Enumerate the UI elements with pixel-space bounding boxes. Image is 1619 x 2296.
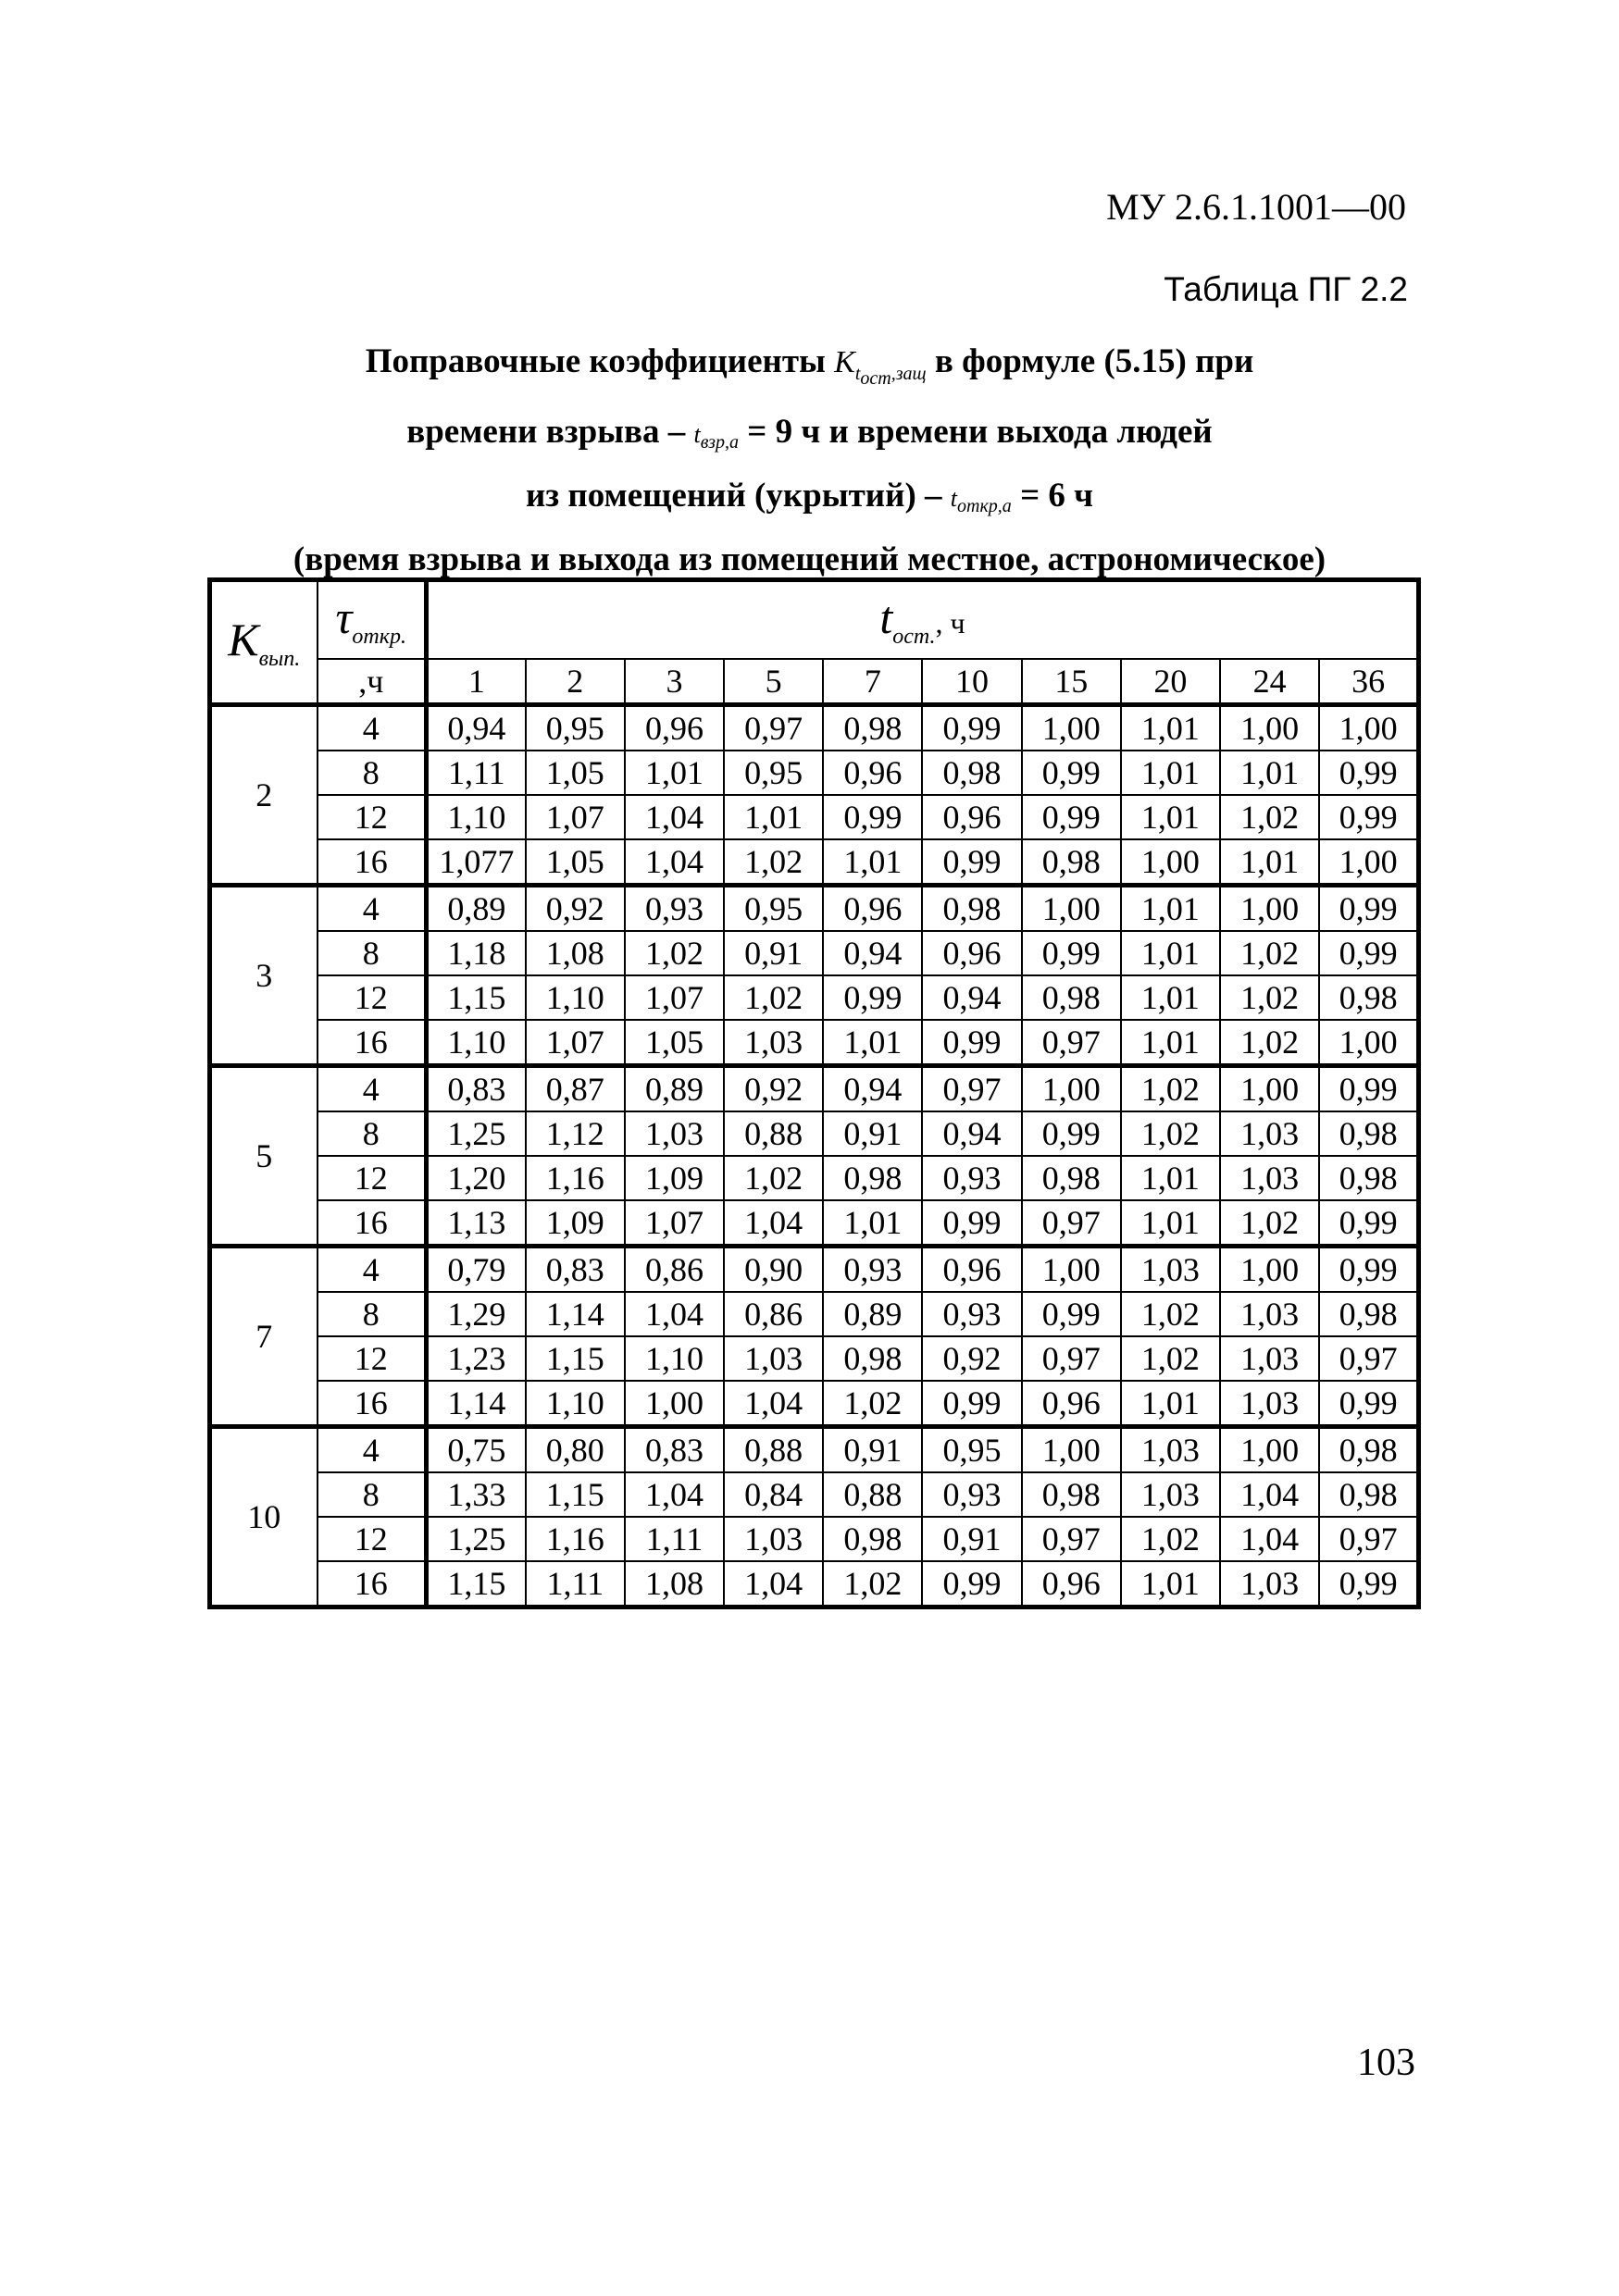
coefficient-cell: 1,15	[526, 1472, 625, 1517]
table-row	[210, 795, 1419, 839]
coefficient-cell: 0,93	[922, 1292, 1021, 1336]
coefficient-cell: 0,99	[1319, 1200, 1418, 1247]
coefficient-cell: 1,00	[1022, 705, 1121, 751]
caption-line-3: из помещений (укрытий) – $t_{откр,а} = 6$ ч	[525, 476, 1094, 517]
coefficient-cell: 1,16	[526, 1156, 625, 1200]
coefficient-cell: 1,10	[625, 1336, 724, 1381]
coefficient-cell: 1,29	[427, 1292, 526, 1336]
coefficient-cell: 1,03	[1121, 1247, 1220, 1293]
coefficient-cell: 1,04	[724, 1381, 823, 1427]
coefficient-cell: 0,99	[922, 1381, 1021, 1427]
coefficient-cell: 1,07	[625, 1200, 724, 1247]
coefficient-cell: 0,88	[724, 1111, 823, 1156]
coefficient-cell: 0,88	[724, 1427, 823, 1473]
coefficient-cell: 0,97	[922, 1066, 1021, 1112]
coefficient-cell: 0,99	[1022, 1111, 1121, 1156]
tau-cell: 16	[318, 1200, 427, 1247]
k-vyp-cell: 5	[210, 1066, 318, 1247]
coefficient-cell: 1,03	[1220, 1561, 1319, 1607]
coefficient-cell: 0,91	[823, 1111, 922, 1156]
tau-cell: 12	[318, 975, 427, 1020]
coefficient-cell: 1,01	[1121, 1020, 1220, 1066]
tau-cell: 8	[318, 931, 427, 975]
coefficient-cell: 0,89	[427, 886, 526, 932]
coefficient-cell: 1,08	[625, 1561, 724, 1607]
coefficient-cell: 1,00	[1022, 886, 1121, 932]
coefficient-cell: 0,98	[1319, 975, 1418, 1020]
coefficient-cell: 1,04	[1220, 1517, 1319, 1561]
t-value-header: 1	[427, 659, 526, 705]
coefficient-cell: 1,03	[1220, 1292, 1319, 1336]
k-vyp-cell: 2	[210, 705, 318, 886]
table-row	[210, 1292, 1419, 1336]
caption-line-1: Поправочные коэффициенты $K_{t_{ост},защ}$ в формуле (5.15) при	[365, 342, 1254, 389]
coefficient-cell: 1,23	[427, 1336, 526, 1381]
coefficient-cell: 0,91	[922, 1517, 1021, 1561]
coefficient-cell: 0,94	[427, 705, 526, 751]
coefficient-cell: 0,99	[1022, 931, 1121, 975]
coefficient-cell: 1,00	[1022, 1247, 1121, 1293]
coefficient-cell: 0,96	[922, 1247, 1021, 1293]
table-row	[210, 839, 1419, 886]
coefficient-cell: 1,02	[1121, 1111, 1220, 1156]
caption-line-2: времени взрыва – $t_{взр,а} = 9$ ч и времени выхода людей	[406, 412, 1213, 453]
coefficient-cell: 1,00	[1319, 839, 1418, 886]
t-value-header: 10	[922, 659, 1021, 705]
coefficient-cell: 0,98	[823, 1156, 922, 1200]
coefficient-cell: 1,18	[427, 931, 526, 975]
coefficient-cell: 1,09	[625, 1156, 724, 1200]
coefficient-cell: 1,00	[1220, 1247, 1319, 1293]
header-tau-unit: ,ч	[318, 659, 427, 705]
coefficient-cell: 1,16	[526, 1517, 625, 1561]
coefficient-cell: 1,11	[526, 1561, 625, 1607]
coefficient-cell: 0,99	[1319, 1561, 1418, 1607]
coefficient-cell: 0,98	[823, 1336, 922, 1381]
coefficient-cell: 0,99	[1319, 795, 1418, 839]
page-number: 103	[1357, 2042, 1415, 2084]
coefficient-cell: 1,03	[625, 1111, 724, 1156]
coefficient-cell: 1,01	[1121, 1156, 1220, 1200]
coefficient-cell: 1,11	[625, 1517, 724, 1561]
coefficients-table	[207, 577, 1421, 1609]
coefficient-cell: 0,96	[823, 886, 922, 932]
coefficient-cell: 0,92	[526, 886, 625, 932]
header-t-ost: $t_{ост.}$, ч	[427, 580, 1419, 660]
coefficient-cell: 0,98	[1022, 839, 1121, 886]
tau-cell: 8	[318, 751, 427, 795]
k-vyp-cell: 7	[210, 1247, 318, 1427]
tau-cell: 16	[318, 1561, 427, 1607]
coefficient-cell: 0,97	[1022, 1517, 1121, 1561]
tau-cell: 12	[318, 795, 427, 839]
tau-cell: 16	[318, 1381, 427, 1427]
coefficient-cell: 1,01	[823, 839, 922, 886]
coefficient-cell: 0,98	[922, 886, 1021, 932]
coefficient-cell: 1,33	[427, 1472, 526, 1517]
coefficient-cell: 0,99	[823, 975, 922, 1020]
coefficient-cell: 0,89	[625, 1066, 724, 1112]
coefficient-cell: 1,01	[1121, 795, 1220, 839]
header-tau-otkr: $\tau_{откр.}$	[318, 580, 427, 660]
table-row	[210, 1336, 1419, 1381]
coefficient-cell: 0,90	[724, 1247, 823, 1293]
coefficient-cell: 0,94	[823, 1066, 922, 1112]
coefficient-cell: 1,03	[724, 1336, 823, 1381]
coefficient-cell: 1,01	[1121, 1381, 1220, 1427]
table-row	[210, 1111, 1419, 1156]
coefficient-cell: 0,86	[724, 1292, 823, 1336]
coefficient-cell: 1,11	[427, 751, 526, 795]
table-number: Таблица ПГ 2.2	[1164, 270, 1408, 308]
coefficient-cell: 0,95	[526, 705, 625, 751]
coefficient-cell: 0,99	[1022, 751, 1121, 795]
coefficient-cell: 0,91	[823, 1427, 922, 1473]
symbol-t-otkr: $t_{откр,а}$	[950, 484, 1012, 517]
coefficient-cell: 1,09	[526, 1200, 625, 1247]
coefficient-cell: 0,99	[1319, 1066, 1418, 1112]
coefficient-cell: 0,95	[724, 751, 823, 795]
coefficient-cell: 1,03	[1220, 1156, 1319, 1200]
coefficient-cell: 1,02	[724, 839, 823, 886]
coefficient-cell: 0,97	[1319, 1517, 1418, 1561]
coefficient-cell: 0,97	[1022, 1020, 1121, 1066]
table-row	[210, 931, 1419, 975]
coefficient-cell: 1,02	[1121, 1336, 1220, 1381]
coefficient-cell: 0,98	[1022, 975, 1121, 1020]
tau-cell: 12	[318, 1156, 427, 1200]
coefficient-cell: 1,10	[427, 795, 526, 839]
coefficient-cell: 0,96	[625, 705, 724, 751]
coefficient-cell: 1,03	[1220, 1111, 1319, 1156]
coefficient-cell: 1,10	[427, 1020, 526, 1066]
coefficient-cell: 1,04	[625, 795, 724, 839]
tau-cell: 8	[318, 1111, 427, 1156]
coefficient-cell: 0,99	[922, 1020, 1021, 1066]
coefficient-cell: 1,01	[823, 1200, 922, 1247]
table-row	[210, 1020, 1419, 1066]
coefficient-cell: 1,08	[526, 931, 625, 975]
coefficient-cell: 1,01	[1121, 886, 1220, 932]
symbol-k: $K_{t_{ост},защ}$	[834, 345, 927, 389]
coefficient-cell: 1,04	[625, 1292, 724, 1336]
coefficient-cell: 0,99	[1022, 795, 1121, 839]
coefficient-cell: 0,99	[1022, 1292, 1121, 1336]
coefficient-cell: 0,98	[1022, 1156, 1121, 1200]
coefficient-cell: 1,15	[427, 1561, 526, 1607]
coefficient-cell: 0,89	[823, 1292, 922, 1336]
coefficient-cell: 0,93	[922, 1156, 1021, 1200]
coefficient-cell: 0,93	[625, 886, 724, 932]
coefficient-cell: 0,88	[823, 1472, 922, 1517]
caption-line-4: (время взрыва и выхода из помещений местное, астрономическое)	[293, 540, 1326, 579]
coefficient-cell: 0,92	[922, 1336, 1021, 1381]
tau-cell: 8	[318, 1472, 427, 1517]
table-row	[210, 751, 1419, 795]
coefficient-cell: 0,98	[823, 705, 922, 751]
coefficient-cell: 0,96	[823, 751, 922, 795]
coefficient-cell: 0,96	[1022, 1561, 1121, 1607]
coefficient-cell: 1,00	[1022, 1427, 1121, 1473]
coefficient-cell: 1,01	[625, 751, 724, 795]
tau-cell: 12	[318, 1517, 427, 1561]
coefficient-cell: 1,10	[526, 975, 625, 1020]
coefficient-cell: 1,07	[526, 795, 625, 839]
coefficient-cell: 1,04	[724, 1200, 823, 1247]
t-value-header: 7	[823, 659, 922, 705]
coefficient-cell: 0,79	[427, 1247, 526, 1293]
t-value-header: 2	[526, 659, 625, 705]
coefficient-cell: 1,00	[1121, 839, 1220, 886]
tau-cell: 4	[318, 1066, 427, 1112]
coefficient-cell: 0,97	[1022, 1200, 1121, 1247]
tau-cell: 4	[318, 705, 427, 751]
coefficient-cell: 1,02	[1121, 1066, 1220, 1112]
coefficient-cell: 1,00	[1022, 1066, 1121, 1112]
coefficient-cell: 1,01	[724, 795, 823, 839]
coefficient-cell: 1,03	[724, 1517, 823, 1561]
coefficient-cell: 1,25	[427, 1111, 526, 1156]
coefficient-cell: 1,00	[1220, 705, 1319, 751]
coefficient-cell: 1,14	[427, 1381, 526, 1427]
coefficient-cell: 0,97	[1319, 1336, 1418, 1381]
tau-cell: 12	[318, 1336, 427, 1381]
coefficient-cell: 0,98	[1319, 1292, 1418, 1336]
tau-cell: 16	[318, 839, 427, 886]
tau-cell: 4	[318, 886, 427, 932]
coefficient-cell: 1,03	[1121, 1427, 1220, 1473]
table-row	[210, 1200, 1419, 1247]
coefficient-cell: 1,02	[1220, 975, 1319, 1020]
coefficient-cell: 1,02	[1220, 1200, 1319, 1247]
coefficient-cell: 1,04	[625, 1472, 724, 1517]
coefficient-cell: 1,02	[823, 1561, 922, 1607]
coefficient-cell: 0,98	[922, 751, 1021, 795]
header-k-vyp: $K_{вып.}$	[210, 580, 318, 705]
k-vyp-cell: 10	[210, 1427, 318, 1607]
coefficient-cell: 0,98	[1319, 1111, 1418, 1156]
coefficient-cell: 1,03	[1121, 1472, 1220, 1517]
coefficient-cell: 1,03	[1220, 1381, 1319, 1427]
coefficient-cell: 0,83	[526, 1247, 625, 1293]
coefficient-cell: 1,02	[1220, 795, 1319, 839]
coefficient-cell: 1,01	[1121, 931, 1220, 975]
coefficient-cell: 1,07	[625, 975, 724, 1020]
coefficient-cell: 1,00	[1220, 886, 1319, 932]
coefficient-cell: 1,04	[625, 839, 724, 886]
coefficient-cell: 1,14	[526, 1292, 625, 1336]
coefficient-cell: 1,05	[526, 839, 625, 886]
t-value-header: 24	[1220, 659, 1319, 705]
coefficient-cell: 0,92	[724, 1066, 823, 1112]
coefficient-cell: 0,98	[823, 1517, 922, 1561]
tau-cell: 4	[318, 1247, 427, 1293]
coefficient-cell: 0,96	[922, 795, 1021, 839]
coefficient-cell: 0,96	[922, 931, 1021, 975]
coefficient-cell: 0,99	[1319, 751, 1418, 795]
tau-cell: 4	[318, 1427, 427, 1473]
symbol-t-vzr: $t_{взр,а}$	[693, 420, 739, 453]
coefficient-cell: 1,00	[1220, 1427, 1319, 1473]
coefficient-cell: 1,07	[526, 1020, 625, 1066]
coefficient-cell: 1,02	[724, 1156, 823, 1200]
t-value-header: 20	[1121, 659, 1220, 705]
coefficient-cell: 0,99	[823, 795, 922, 839]
coefficient-cell: 0,99	[1319, 886, 1418, 932]
coefficient-cell: 0,94	[922, 1111, 1021, 1156]
coefficient-cell: 1,01	[1121, 1200, 1220, 1247]
k-vyp-cell: 3	[210, 886, 318, 1066]
t-value-header: 3	[625, 659, 724, 705]
coefficient-cell: 0,86	[625, 1247, 724, 1293]
coefficient-cell: 0,99	[1319, 1381, 1418, 1427]
table-row	[210, 1561, 1419, 1607]
t-value-header: 5	[724, 659, 823, 705]
coefficient-cell: 0,99	[922, 705, 1021, 751]
coefficient-cell: 0,99	[922, 1200, 1021, 1247]
coefficient-cell: 0,94	[922, 975, 1021, 1020]
table-row	[210, 1517, 1419, 1561]
coefficient-cell: 1,04	[724, 1561, 823, 1607]
coefficient-cell: 0,98	[1319, 1156, 1418, 1200]
coefficient-cell: 1,01	[1121, 751, 1220, 795]
table-row	[210, 975, 1419, 1020]
coefficient-cell: 0,98	[1022, 1472, 1121, 1517]
document-code: МУ 2.6.1.1001—00	[1106, 186, 1406, 228]
coefficient-cell: 1,25	[427, 1517, 526, 1561]
table-row	[210, 1472, 1419, 1517]
table-row	[210, 1247, 1419, 1293]
table-row	[210, 1381, 1419, 1427]
coefficient-cell: 0,83	[625, 1427, 724, 1473]
coefficient-cell: 0,93	[823, 1247, 922, 1293]
coefficient-cell: 1,05	[526, 751, 625, 795]
coefficient-cell: 1,10	[526, 1381, 625, 1427]
coefficient-cell: 1,02	[1220, 931, 1319, 975]
coefficient-cell: 0,80	[526, 1427, 625, 1473]
coefficient-cell: 1,05	[625, 1020, 724, 1066]
coefficient-cell: 1,00	[1319, 1020, 1418, 1066]
tau-cell: 8	[318, 1292, 427, 1336]
coefficient-cell: 0,75	[427, 1427, 526, 1473]
coefficient-cell: 1,03	[1220, 1336, 1319, 1381]
tau-cell: 16	[318, 1020, 427, 1066]
coefficient-cell: 0,94	[823, 931, 922, 975]
table-row	[210, 1427, 1419, 1473]
table-caption	[0, 335, 1619, 586]
coefficient-cell: 1,077	[427, 839, 526, 886]
coefficient-cell: 1,01	[823, 1020, 922, 1066]
t-value-header: 15	[1022, 659, 1121, 705]
coefficient-cell: 1,15	[526, 1336, 625, 1381]
coefficient-cell: 0,93	[922, 1472, 1021, 1517]
coefficient-cell: 0,99	[1319, 931, 1418, 975]
table-row	[210, 1066, 1419, 1112]
coefficient-cell: 1,15	[427, 975, 526, 1020]
coefficient-cell: 0,98	[1319, 1472, 1418, 1517]
coefficient-cell: 1,03	[724, 1020, 823, 1066]
coefficient-cell: 0,99	[1319, 1247, 1418, 1293]
coefficient-cell: 0,87	[526, 1066, 625, 1112]
coefficient-cell: 1,01	[1121, 1561, 1220, 1607]
coefficient-cell: 1,02	[823, 1381, 922, 1427]
coefficient-cell: 1,02	[1220, 1020, 1319, 1066]
coefficient-cell: 1,02	[724, 975, 823, 1020]
coefficient-cell: 1,00	[1319, 705, 1418, 751]
t-values-row	[210, 659, 1419, 705]
table-row	[210, 886, 1419, 932]
coefficient-cell: 1,00	[625, 1381, 724, 1427]
coefficient-cell: 0,99	[922, 1561, 1021, 1607]
coefficient-cell: 1,01	[1220, 839, 1319, 886]
coefficient-cell: 0,97	[724, 705, 823, 751]
coefficient-cell: 1,01	[1220, 751, 1319, 795]
coefficient-cell: 1,12	[526, 1111, 625, 1156]
coefficient-cell: 0,83	[427, 1066, 526, 1112]
coefficient-cell: 1,01	[1121, 705, 1220, 751]
coefficient-cell: 1,00	[1220, 1066, 1319, 1112]
coefficient-cell: 0,84	[724, 1472, 823, 1517]
coefficient-cell: 1,02	[1121, 1292, 1220, 1336]
table-row	[210, 1156, 1419, 1200]
coefficient-cell: 0,99	[922, 839, 1021, 886]
coefficient-cell: 0,91	[724, 931, 823, 975]
coefficient-cell: 1,02	[625, 931, 724, 975]
t-value-header: 36	[1319, 659, 1418, 705]
coefficient-cell: 0,98	[1319, 1427, 1418, 1473]
coefficient-cell: 0,97	[1022, 1336, 1121, 1381]
table-row	[210, 705, 1419, 751]
coefficient-cell: 1,13	[427, 1200, 526, 1247]
coefficient-cell: 1,02	[1121, 1517, 1220, 1561]
coefficient-cell: 0,96	[1022, 1381, 1121, 1427]
coefficient-cell: 1,01	[1121, 975, 1220, 1020]
coefficient-cell: 0,95	[724, 886, 823, 932]
coefficient-cell: 0,95	[922, 1427, 1021, 1473]
coefficient-cell: 1,20	[427, 1156, 526, 1200]
coefficient-cell: 1,04	[1220, 1472, 1319, 1517]
